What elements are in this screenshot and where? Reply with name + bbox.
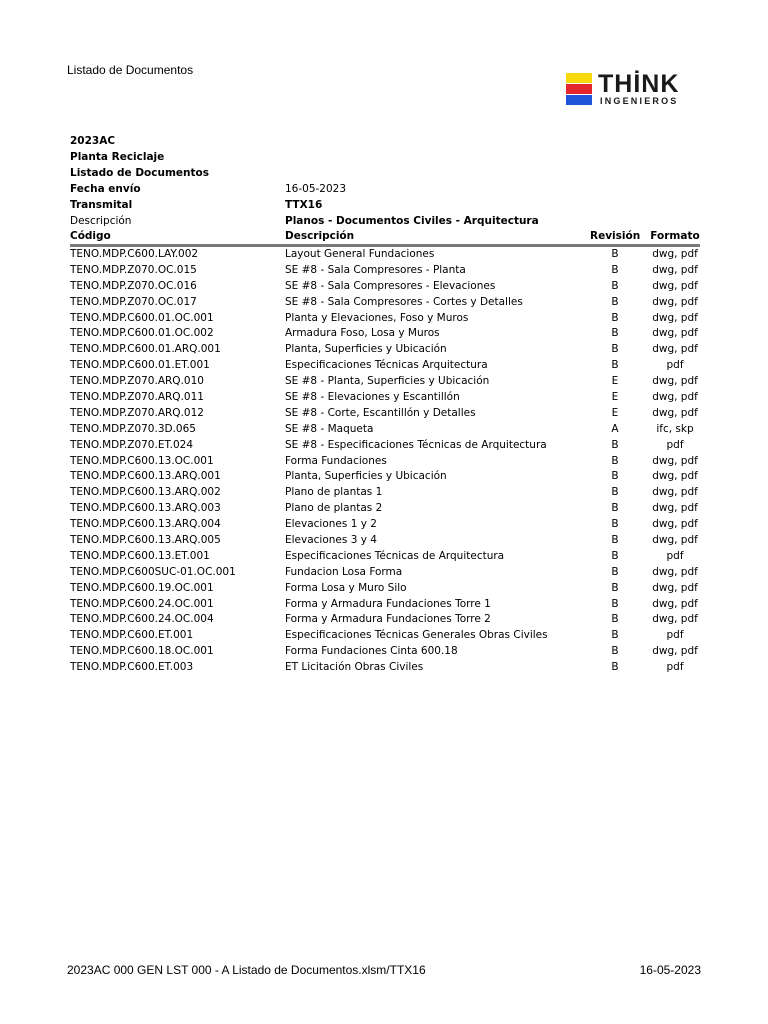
cell-code: TENO.MDP.C600.13.OC.001	[70, 454, 214, 467]
cell-code: TENO.MDP.C600.13.ARQ.001	[70, 470, 221, 483]
table-body	[70, 247, 700, 676]
cell-description: Forma Fundaciones Cinta 600.18	[285, 645, 458, 658]
table-row	[70, 406, 700, 422]
logo-bar-yellow	[566, 73, 592, 83]
cell-revision: B	[611, 279, 619, 292]
cell-format: dwg, pdf	[652, 279, 698, 292]
cell-format: dwg, pdf	[652, 327, 698, 340]
cell-code: TENO.MDP.C600.13.ARQ.002	[70, 486, 221, 499]
cell-revision: B	[611, 502, 619, 515]
meta-label: Listado de Documentos	[70, 167, 209, 179]
cell-description: Layout General Fundaciones	[285, 248, 435, 260]
cell-code: TENO.MDP.C600.13.ET.001	[70, 549, 210, 562]
cell-code: TENO.MDP.Z070.ET.024	[70, 438, 194, 451]
table-row	[70, 485, 700, 501]
cell-code: TENO.MDP.Z070.ARQ.010	[70, 375, 204, 388]
cell-revision: E	[611, 375, 619, 388]
cell-revision: B	[611, 518, 619, 531]
cell-format: dwg, pdf	[652, 406, 698, 419]
table-row	[70, 374, 700, 390]
cell-description: Plano de plantas 2	[285, 502, 383, 515]
cell-revision: E	[611, 391, 619, 404]
header-revision: Revisión	[590, 230, 641, 242]
table-row	[70, 295, 700, 311]
logo-wordmark: THİNK	[598, 70, 680, 98]
cell-code: TENO.MDP.C600.01.OC.001	[70, 311, 214, 324]
cell-revision: B	[611, 311, 619, 324]
cell-code: TENO.MDP.C600.13.ARQ.004	[70, 518, 221, 531]
table-row	[70, 342, 700, 358]
table-header	[70, 228, 700, 247]
cell-code: TENO.MDP.C600.01.OC.002	[70, 327, 214, 340]
cell-description: Plano de plantas 1	[285, 486, 383, 499]
cell-format: pdf	[666, 359, 684, 372]
cell-format: dwg, pdf	[652, 486, 698, 499]
table-row	[70, 311, 700, 327]
meta-label: Descripción	[70, 215, 132, 227]
cell-description: Planta, Superficies y Ubicación	[285, 343, 447, 356]
table-row	[70, 597, 700, 613]
table-row	[70, 454, 700, 470]
cell-revision: B	[611, 295, 619, 308]
table-row	[70, 628, 700, 644]
table-row	[70, 358, 700, 374]
cell-description: ET Licitación Obras Civiles	[285, 661, 424, 674]
cell-format: dwg, pdf	[652, 502, 698, 515]
cell-revision: B	[611, 359, 619, 372]
table-row	[70, 549, 700, 565]
cell-code: TENO.MDP.Z070.ARQ.011	[70, 391, 204, 404]
logo-color-bars	[566, 73, 592, 105]
cell-code: TENO.MDP.Z070.OC.017	[70, 295, 197, 308]
table-row	[70, 279, 700, 295]
cell-format: dwg, pdf	[652, 454, 698, 467]
meta-row	[70, 181, 710, 197]
table-row	[70, 326, 700, 342]
meta-label: Transmital	[70, 199, 133, 211]
cell-format: dwg, pdf	[652, 565, 698, 578]
header-description: Descripción	[285, 230, 355, 242]
cell-code: TENO.MDP.Z070.OC.016	[70, 279, 197, 292]
cell-format: pdf	[666, 438, 684, 451]
cell-description: Elevaciones 3 y 4	[285, 534, 377, 547]
table-row	[70, 501, 700, 517]
meta-row	[70, 133, 710, 149]
cell-format: dwg, pdf	[652, 375, 698, 388]
cell-format: ifc, skp	[656, 422, 694, 435]
cell-format: dwg, pdf	[652, 518, 698, 531]
cell-description: Forma y Armadura Fundaciones Torre 1	[285, 597, 491, 610]
cell-format: dwg, pdf	[652, 311, 698, 324]
table-row	[70, 644, 700, 660]
meta-row	[70, 197, 710, 213]
cell-description: Especificaciones Técnicas Generales Obras Civiles	[285, 629, 548, 642]
footer-date: 16-05-2023	[639, 963, 701, 977]
cell-code: TENO.MDP.C600.LAY.002	[70, 248, 199, 260]
cell-code: TENO.MDP.C600.19.OC.001	[70, 581, 214, 594]
cell-revision: B	[611, 613, 619, 626]
table-row	[70, 422, 700, 438]
cell-code: TENO.MDP.Z070.ARQ.012	[70, 406, 204, 419]
cell-revision: B	[611, 581, 619, 594]
cell-code: TENO.MDP.C600.24.OC.004	[70, 613, 214, 626]
meta-value: 16-05-2023	[285, 183, 347, 195]
cell-description: Forma Fundaciones	[285, 454, 387, 467]
cell-description: Planta, Superficies y Ubicación	[285, 470, 447, 483]
cell-revision: B	[611, 248, 619, 260]
cell-description: Fundacion Losa Forma	[285, 565, 403, 578]
header-format: Formato	[650, 230, 700, 242]
cell-revision: B	[611, 327, 619, 340]
cell-format: dwg, pdf	[652, 263, 698, 276]
meta-label: Planta Reciclaje	[70, 151, 165, 163]
cell-description: Especificaciones Técnicas de Arquitectura	[285, 549, 505, 562]
cell-code: TENO.MDP.C600.13.ARQ.005	[70, 534, 221, 547]
cell-description: Elevaciones 1 y 2	[285, 518, 377, 531]
table-row	[70, 565, 700, 581]
cell-description: SE #8 - Maqueta	[285, 422, 374, 435]
cell-code: TENO.MDP.C600.ET.003	[70, 661, 194, 674]
cell-format: dwg, pdf	[652, 613, 698, 626]
meta-value: TTX16	[285, 199, 323, 211]
cell-revision: B	[611, 565, 619, 578]
table-row	[70, 263, 700, 279]
cell-code: TENO.MDP.C600.18.OC.001	[70, 645, 214, 658]
table-row	[70, 247, 700, 263]
cell-format: dwg, pdf	[652, 534, 698, 547]
cell-format: dwg, pdf	[652, 343, 698, 356]
page-title: Listado de Documentos	[67, 63, 194, 77]
cell-description: Forma Losa y Muro Silo	[285, 581, 407, 594]
cell-revision: B	[611, 549, 619, 562]
documents-table	[70, 228, 700, 676]
header-code: Código	[70, 230, 111, 242]
cell-description: Planta y Elevaciones, Foso y Muros	[285, 311, 469, 324]
table-row	[70, 390, 700, 406]
meta-label: 2023AC	[70, 135, 116, 147]
cell-code: TENO.MDP.Z070.3D.065	[70, 422, 196, 435]
logo-bar-blue	[566, 95, 592, 105]
table-row	[70, 438, 700, 454]
cell-revision: B	[611, 534, 619, 547]
table-row	[70, 660, 700, 676]
company-logo	[566, 70, 698, 107]
cell-description: SE #8 - Sala Compresores - Planta	[285, 263, 466, 276]
cell-code: TENO.MDP.C600.24.OC.001	[70, 597, 214, 610]
cell-format: dwg, pdf	[652, 645, 698, 658]
cell-revision: B	[611, 470, 619, 483]
cell-revision: B	[611, 597, 619, 610]
cell-format: pdf	[666, 549, 684, 562]
cell-description: SE #8 - Sala Compresores - Elevaciones	[285, 279, 496, 292]
meta-row	[70, 213, 710, 229]
meta-row	[70, 149, 710, 165]
cell-format: dwg, pdf	[652, 295, 698, 308]
cell-format: dwg, pdf	[652, 391, 698, 404]
cell-code: TENO.MDP.C600.01.ET.001	[70, 359, 210, 372]
cell-description: Forma y Armadura Fundaciones Torre 2	[285, 613, 491, 626]
cell-revision: B	[611, 645, 619, 658]
cell-revision: B	[611, 343, 619, 356]
cell-revision: B	[611, 438, 619, 451]
cell-description: SE #8 - Especificaciones Técnicas de Arquitectura	[285, 438, 547, 451]
cell-code: TENO.MDP.C600.ET.001	[70, 629, 194, 642]
cell-format: dwg, pdf	[652, 581, 698, 594]
table-row	[70, 581, 700, 597]
table-row	[70, 469, 700, 485]
cell-revision: E	[611, 406, 619, 419]
table-row	[70, 517, 700, 533]
footer-filename: 2023AC 000 GEN LST 000 - A Listado de Documentos.xlsm/TTX16	[67, 963, 426, 977]
cell-description: SE #8 - Planta, Superficies y Ubicación	[285, 375, 490, 388]
cell-code: TENO.MDP.C600.01.ARQ.001	[70, 343, 221, 356]
cell-description: Especificaciones Técnicas Arquitectura	[285, 359, 488, 372]
cell-description: SE #8 - Corte, Escantillón y Detalles	[285, 406, 476, 419]
table-row	[70, 533, 700, 549]
meta-value: Planos - Documentos Civiles - Arquitectura	[285, 215, 539, 227]
cell-revision: B	[611, 263, 619, 276]
meta-row	[70, 165, 710, 181]
cell-code: TENO.MDP.Z070.OC.015	[70, 263, 197, 276]
cell-revision: B	[611, 454, 619, 467]
cell-description: SE #8 - Elevaciones y Escantillón	[285, 391, 460, 404]
cell-description: Armadura Foso, Losa y Muros	[285, 327, 440, 340]
logo-subtitle: INGENIEROS	[600, 96, 679, 106]
cell-code: TENO.MDP.C600SUC-01.OC.001	[70, 565, 236, 578]
cell-format: pdf	[666, 629, 684, 642]
cell-revision: A	[611, 422, 619, 435]
logo-bar-red	[566, 84, 592, 94]
document-metadata	[70, 133, 710, 229]
cell-description: SE #8 - Sala Compresores - Cortes y Detalles	[285, 295, 523, 308]
meta-label: Fecha envío	[70, 183, 141, 195]
cell-code: TENO.MDP.C600.13.ARQ.003	[70, 502, 221, 515]
cell-format: dwg, pdf	[652, 248, 698, 260]
cell-format: pdf	[666, 661, 684, 674]
table-row	[70, 612, 700, 628]
cell-format: dwg, pdf	[652, 470, 698, 483]
cell-revision: B	[611, 486, 619, 499]
cell-revision: B	[611, 629, 619, 642]
cell-revision: B	[611, 661, 619, 674]
cell-format: dwg, pdf	[652, 597, 698, 610]
